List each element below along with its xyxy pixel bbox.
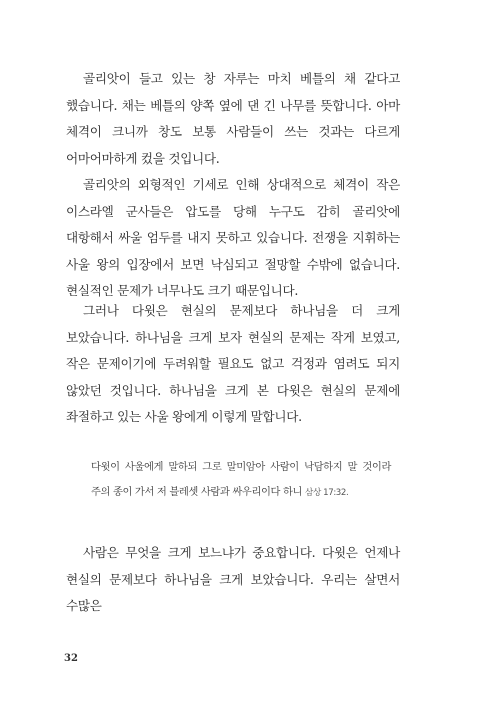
scripture-quote-text: 다윗이 사울에게 말하되 그로 말미암아 사람이 낙담하지 말 것이라 주의 종이 가서 저 블레셋 사람과 싸우리이다 하니: [91, 461, 391, 498]
scripture-reference: 삼상 17:32.: [305, 488, 349, 498]
page-number: 32: [64, 653, 78, 664]
body-paragraph-4: 사람은 무엇을 크게 보느냐가 중요합니다. 다윗은 언제나 현실의 문제보다 하나님을 크게 보았습니다. 우리는 살면서 수많은: [66, 545, 400, 613]
scripture-quote: [91, 455, 391, 506]
body-paragraph-1: 골리앗이 들고 있는 창 자루는 마치 베틀의 채 같다고 했습니다. 채는 베틀의 양쪽 옆에 댄 긴 나무를 뜻합니다. 아마 체격이 크니까 창도 보통 사람들이 쓰는 것과는 다르게 어마어마하게 컸을 것입니다.: [66, 71, 400, 166]
body-paragraph-2: 골리앗의 외형적인 기세로 인해 상대적으로 체격이 작은 이스라엘 군사들은 압도를 당해 누구도 감히 골리앗에 대항해서 싸울 엄두를 내지 못하고 있습니다. 전쟁을 지휘하는 사울 왕의 입장에서 보면 낙심되고 절망할 수밖에 없습니다. 현실적인 문제가 너무나도 크기 때문입니다.: [66, 177, 400, 298]
body-paragraph-3: 그러나 다윗은 현실의 문제보다 하나님을 더 크게 보았습니다. 하나님을 크게 보자 현실의 문제는 작게 보였고, 작은 문제이기에 두려워할 필요도 없고 걱정과 염려도 되지 않았던 것입니다. 하나님을 크게 본 다윗은 현실의 문제에 좌절하고 있는 사울 왕에게 이렇게 말합니다.: [66, 303, 400, 424]
